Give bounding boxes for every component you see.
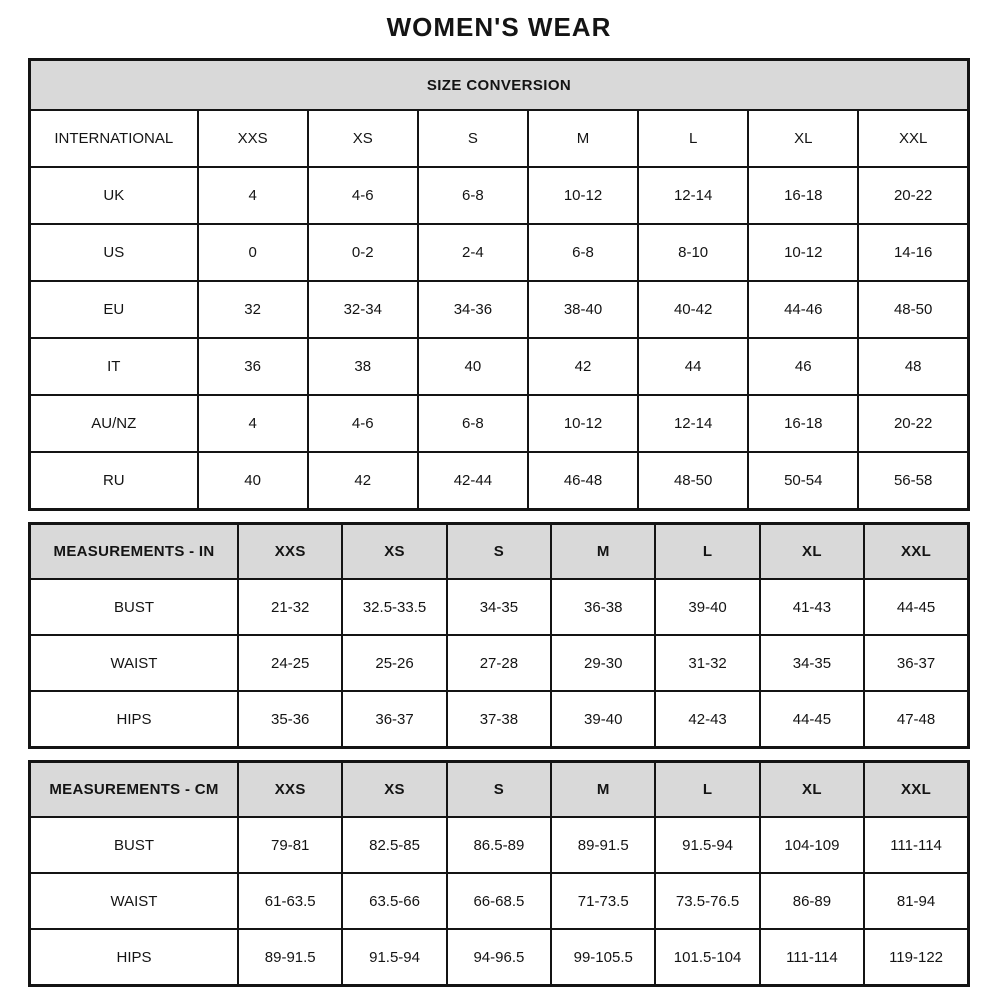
value-cell-it-xs: 38 bbox=[308, 338, 418, 395]
measurements-in-size-header-xxl: XXL bbox=[864, 524, 968, 580]
value-cell-it-l: 44 bbox=[638, 338, 748, 395]
measurements-cm-value-hips-xs: 91.5-94 bbox=[342, 929, 446, 986]
measurements-in-title-cell: MEASUREMENTS - IN bbox=[30, 524, 239, 580]
measurements-cm-value-hips-xl: 111-114 bbox=[760, 929, 864, 986]
row-label-uk: UK bbox=[30, 167, 198, 224]
size-conversion-row-ru bbox=[30, 452, 969, 510]
value-cell-au-nz-xl: 16-18 bbox=[748, 395, 858, 452]
measurements-cm-value-waist-xxs: 61-63.5 bbox=[238, 873, 342, 929]
measurements-in-value-waist-m: 29-30 bbox=[551, 635, 655, 691]
value-cell-eu-xxs: 32 bbox=[198, 281, 308, 338]
row-label-us: US bbox=[30, 224, 198, 281]
measurements-in-value-waist-xxl: 36-37 bbox=[864, 635, 968, 691]
measurements-in-value-waist-l: 31-32 bbox=[655, 635, 759, 691]
measurements-cm-value-hips-m: 99-105.5 bbox=[551, 929, 655, 986]
column-header-m: M bbox=[528, 110, 638, 167]
measurements-in-value-bust-xxl: 44-45 bbox=[864, 579, 968, 635]
value-cell-us-xs: 0-2 bbox=[308, 224, 418, 281]
measurements-in-label-bust: BUST bbox=[30, 579, 239, 635]
measurements-in-header-row bbox=[30, 524, 969, 580]
value-cell-us-xxl: 14-16 bbox=[858, 224, 968, 281]
size-conversion-row-us bbox=[30, 224, 969, 281]
size-conversion-table bbox=[28, 58, 970, 511]
value-cell-uk-xl: 16-18 bbox=[748, 167, 858, 224]
measurements-in-row-bust bbox=[30, 579, 969, 635]
measurements-in-row-hips bbox=[30, 691, 969, 748]
value-cell-it-xxl: 48 bbox=[858, 338, 968, 395]
measurements-in-value-bust-xl: 41-43 bbox=[760, 579, 864, 635]
measurements-cm-value-waist-m: 71-73.5 bbox=[551, 873, 655, 929]
measurements-cm-header-row bbox=[30, 762, 969, 818]
measurements-in-size-header-xl: XL bbox=[760, 524, 864, 580]
value-cell-eu-xxl: 48-50 bbox=[858, 281, 968, 338]
measurements-cm-value-bust-xs: 82.5-85 bbox=[342, 817, 446, 873]
size-conversion-header-row bbox=[30, 60, 969, 111]
measurements-cm-value-bust-xxl: 111-114 bbox=[864, 817, 968, 873]
value-cell-it-s: 40 bbox=[418, 338, 528, 395]
page-title: WOMEN'S WEAR bbox=[386, 12, 612, 42]
value-cell-eu-xl: 44-46 bbox=[748, 281, 858, 338]
measurements-in-value-bust-m: 36-38 bbox=[551, 579, 655, 635]
measurements-in-body bbox=[30, 524, 969, 748]
value-cell-au-nz-l: 12-14 bbox=[638, 395, 748, 452]
row-label-ru: RU bbox=[30, 452, 198, 510]
measurements-cm-table bbox=[28, 760, 970, 987]
value-cell-uk-s: 6-8 bbox=[418, 167, 528, 224]
measurements-in-value-bust-xxs: 21-32 bbox=[238, 579, 342, 635]
value-cell-ru-xxs: 40 bbox=[198, 452, 308, 510]
measurements-cm-value-waist-xl: 86-89 bbox=[760, 873, 864, 929]
measurements-cm-value-hips-s: 94-96.5 bbox=[447, 929, 551, 986]
column-header-l: L bbox=[638, 110, 748, 167]
measurements-in-value-bust-l: 39-40 bbox=[655, 579, 759, 635]
measurements-in-size-header-l: L bbox=[655, 524, 759, 580]
value-cell-uk-xxs: 4 bbox=[198, 167, 308, 224]
measurements-cm-value-waist-xs: 63.5-66 bbox=[342, 873, 446, 929]
measurements-cm-body bbox=[30, 762, 969, 986]
measurements-cm-label-waist: WAIST bbox=[30, 873, 239, 929]
size-conversion-row-uk bbox=[30, 167, 969, 224]
value-cell-it-xxs: 36 bbox=[198, 338, 308, 395]
measurements-in-value-waist-xl: 34-35 bbox=[760, 635, 864, 691]
value-cell-ru-xxl: 56-58 bbox=[858, 452, 968, 510]
value-cell-uk-xxl: 20-22 bbox=[858, 167, 968, 224]
column-header-xxl: XXL bbox=[858, 110, 968, 167]
measurements-in-label-hips: HIPS bbox=[30, 691, 239, 748]
measurements-cm-value-bust-xxs: 79-81 bbox=[238, 817, 342, 873]
measurements-cm-label-bust: BUST bbox=[30, 817, 239, 873]
measurements-cm-size-header-l: L bbox=[655, 762, 759, 818]
value-cell-ru-l: 48-50 bbox=[638, 452, 748, 510]
measurements-cm-size-header-s: S bbox=[447, 762, 551, 818]
value-cell-us-xl: 10-12 bbox=[748, 224, 858, 281]
measurements-in-value-hips-xxl: 47-48 bbox=[864, 691, 968, 748]
row-label-it: IT bbox=[30, 338, 198, 395]
measurements-cm-size-header-xxl: XXL bbox=[864, 762, 968, 818]
value-cell-eu-xs: 32-34 bbox=[308, 281, 418, 338]
measurements-cm-size-header-m: M bbox=[551, 762, 655, 818]
value-cell-au-nz-xxl: 20-22 bbox=[858, 395, 968, 452]
value-cell-au-nz-xxs: 4 bbox=[198, 395, 308, 452]
measurements-cm-size-header-xs: XS bbox=[342, 762, 446, 818]
measurements-in-value-hips-m: 39-40 bbox=[551, 691, 655, 748]
measurements-cm-value-hips-xxs: 89-91.5 bbox=[238, 929, 342, 986]
measurements-cm-size-header-xl: XL bbox=[760, 762, 864, 818]
size-conversion-row-au-nz bbox=[30, 395, 969, 452]
measurements-in-value-bust-s: 34-35 bbox=[447, 579, 551, 635]
value-cell-uk-l: 12-14 bbox=[638, 167, 748, 224]
value-cell-uk-m: 10-12 bbox=[528, 167, 638, 224]
size-conversion-columns-row bbox=[30, 110, 969, 167]
measurements-in-value-waist-xs: 25-26 bbox=[342, 635, 446, 691]
measurements-cm-value-waist-s: 66-68.5 bbox=[447, 873, 551, 929]
row-label-au-nz: AU/NZ bbox=[30, 395, 198, 452]
size-conversion-row-eu bbox=[30, 281, 969, 338]
measurements-cm-row-hips bbox=[30, 929, 969, 986]
measurements-in-row-waist bbox=[30, 635, 969, 691]
value-cell-uk-xs: 4-6 bbox=[308, 167, 418, 224]
measurements-cm-value-bust-l: 91.5-94 bbox=[655, 817, 759, 873]
value-cell-eu-m: 38-40 bbox=[528, 281, 638, 338]
value-cell-it-xl: 46 bbox=[748, 338, 858, 395]
measurements-in-value-hips-xl: 44-45 bbox=[760, 691, 864, 748]
measurements-in-size-header-xs: XS bbox=[342, 524, 446, 580]
measurements-in-value-waist-s: 27-28 bbox=[447, 635, 551, 691]
value-cell-au-nz-s: 6-8 bbox=[418, 395, 528, 452]
value-cell-au-nz-m: 10-12 bbox=[528, 395, 638, 452]
measurements-cm-size-header-xxs: XXS bbox=[238, 762, 342, 818]
value-cell-eu-l: 40-42 bbox=[638, 281, 748, 338]
measurements-cm-value-waist-xxl: 81-94 bbox=[864, 873, 968, 929]
measurements-in-value-hips-l: 42-43 bbox=[655, 691, 759, 748]
size-conversion-body bbox=[30, 60, 969, 510]
measurements-cm-value-waist-l: 73.5-76.5 bbox=[655, 873, 759, 929]
measurements-cm-title-cell: MEASUREMENTS - CM bbox=[30, 762, 239, 818]
value-cell-us-xxs: 0 bbox=[198, 224, 308, 281]
column-header-xl: XL bbox=[748, 110, 858, 167]
value-cell-ru-xl: 50-54 bbox=[748, 452, 858, 510]
measurements-in-value-hips-xs: 36-37 bbox=[342, 691, 446, 748]
measurements-cm-value-hips-l: 101.5-104 bbox=[655, 929, 759, 986]
value-cell-it-m: 42 bbox=[528, 338, 638, 395]
value-cell-us-s: 2-4 bbox=[418, 224, 528, 281]
measurements-cm-value-bust-m: 89-91.5 bbox=[551, 817, 655, 873]
value-cell-us-m: 6-8 bbox=[528, 224, 638, 281]
measurements-in-value-waist-xxs: 24-25 bbox=[238, 635, 342, 691]
value-cell-au-nz-xs: 4-6 bbox=[308, 395, 418, 452]
measurements-in-label-waist: WAIST bbox=[30, 635, 239, 691]
measurements-cm-value-hips-xxl: 119-122 bbox=[864, 929, 968, 986]
column-header-s: S bbox=[418, 110, 528, 167]
value-cell-eu-s: 34-36 bbox=[418, 281, 528, 338]
measurements-in-value-hips-xxs: 35-36 bbox=[238, 691, 342, 748]
measurements-in-size-header-m: M bbox=[551, 524, 655, 580]
measurements-in-value-bust-xs: 32.5-33.5 bbox=[342, 579, 446, 635]
value-cell-ru-m: 46-48 bbox=[528, 452, 638, 510]
value-cell-ru-s: 42-44 bbox=[418, 452, 528, 510]
measurements-in-value-hips-s: 37-38 bbox=[447, 691, 551, 748]
measurements-in-size-header-xxs: XXS bbox=[238, 524, 342, 580]
value-cell-us-l: 8-10 bbox=[638, 224, 748, 281]
column-header-xs: XS bbox=[308, 110, 418, 167]
measurements-cm-value-bust-s: 86.5-89 bbox=[447, 817, 551, 873]
value-cell-ru-xs: 42 bbox=[308, 452, 418, 510]
column-header-international: INTERNATIONAL bbox=[30, 110, 198, 167]
measurements-cm-row-waist bbox=[30, 873, 969, 929]
measurements-cm-label-hips: HIPS bbox=[30, 929, 239, 986]
measurements-in-size-header-s: S bbox=[447, 524, 551, 580]
measurements-cm-value-bust-xl: 104-109 bbox=[760, 817, 864, 873]
measurements-cm-row-bust bbox=[30, 817, 969, 873]
column-header-xxs: XXS bbox=[198, 110, 308, 167]
row-label-eu: EU bbox=[30, 281, 198, 338]
size-conversion-row-it bbox=[30, 338, 969, 395]
size-conversion-title-cell: SIZE CONVERSION bbox=[30, 60, 969, 111]
measurements-in-table bbox=[28, 522, 970, 749]
